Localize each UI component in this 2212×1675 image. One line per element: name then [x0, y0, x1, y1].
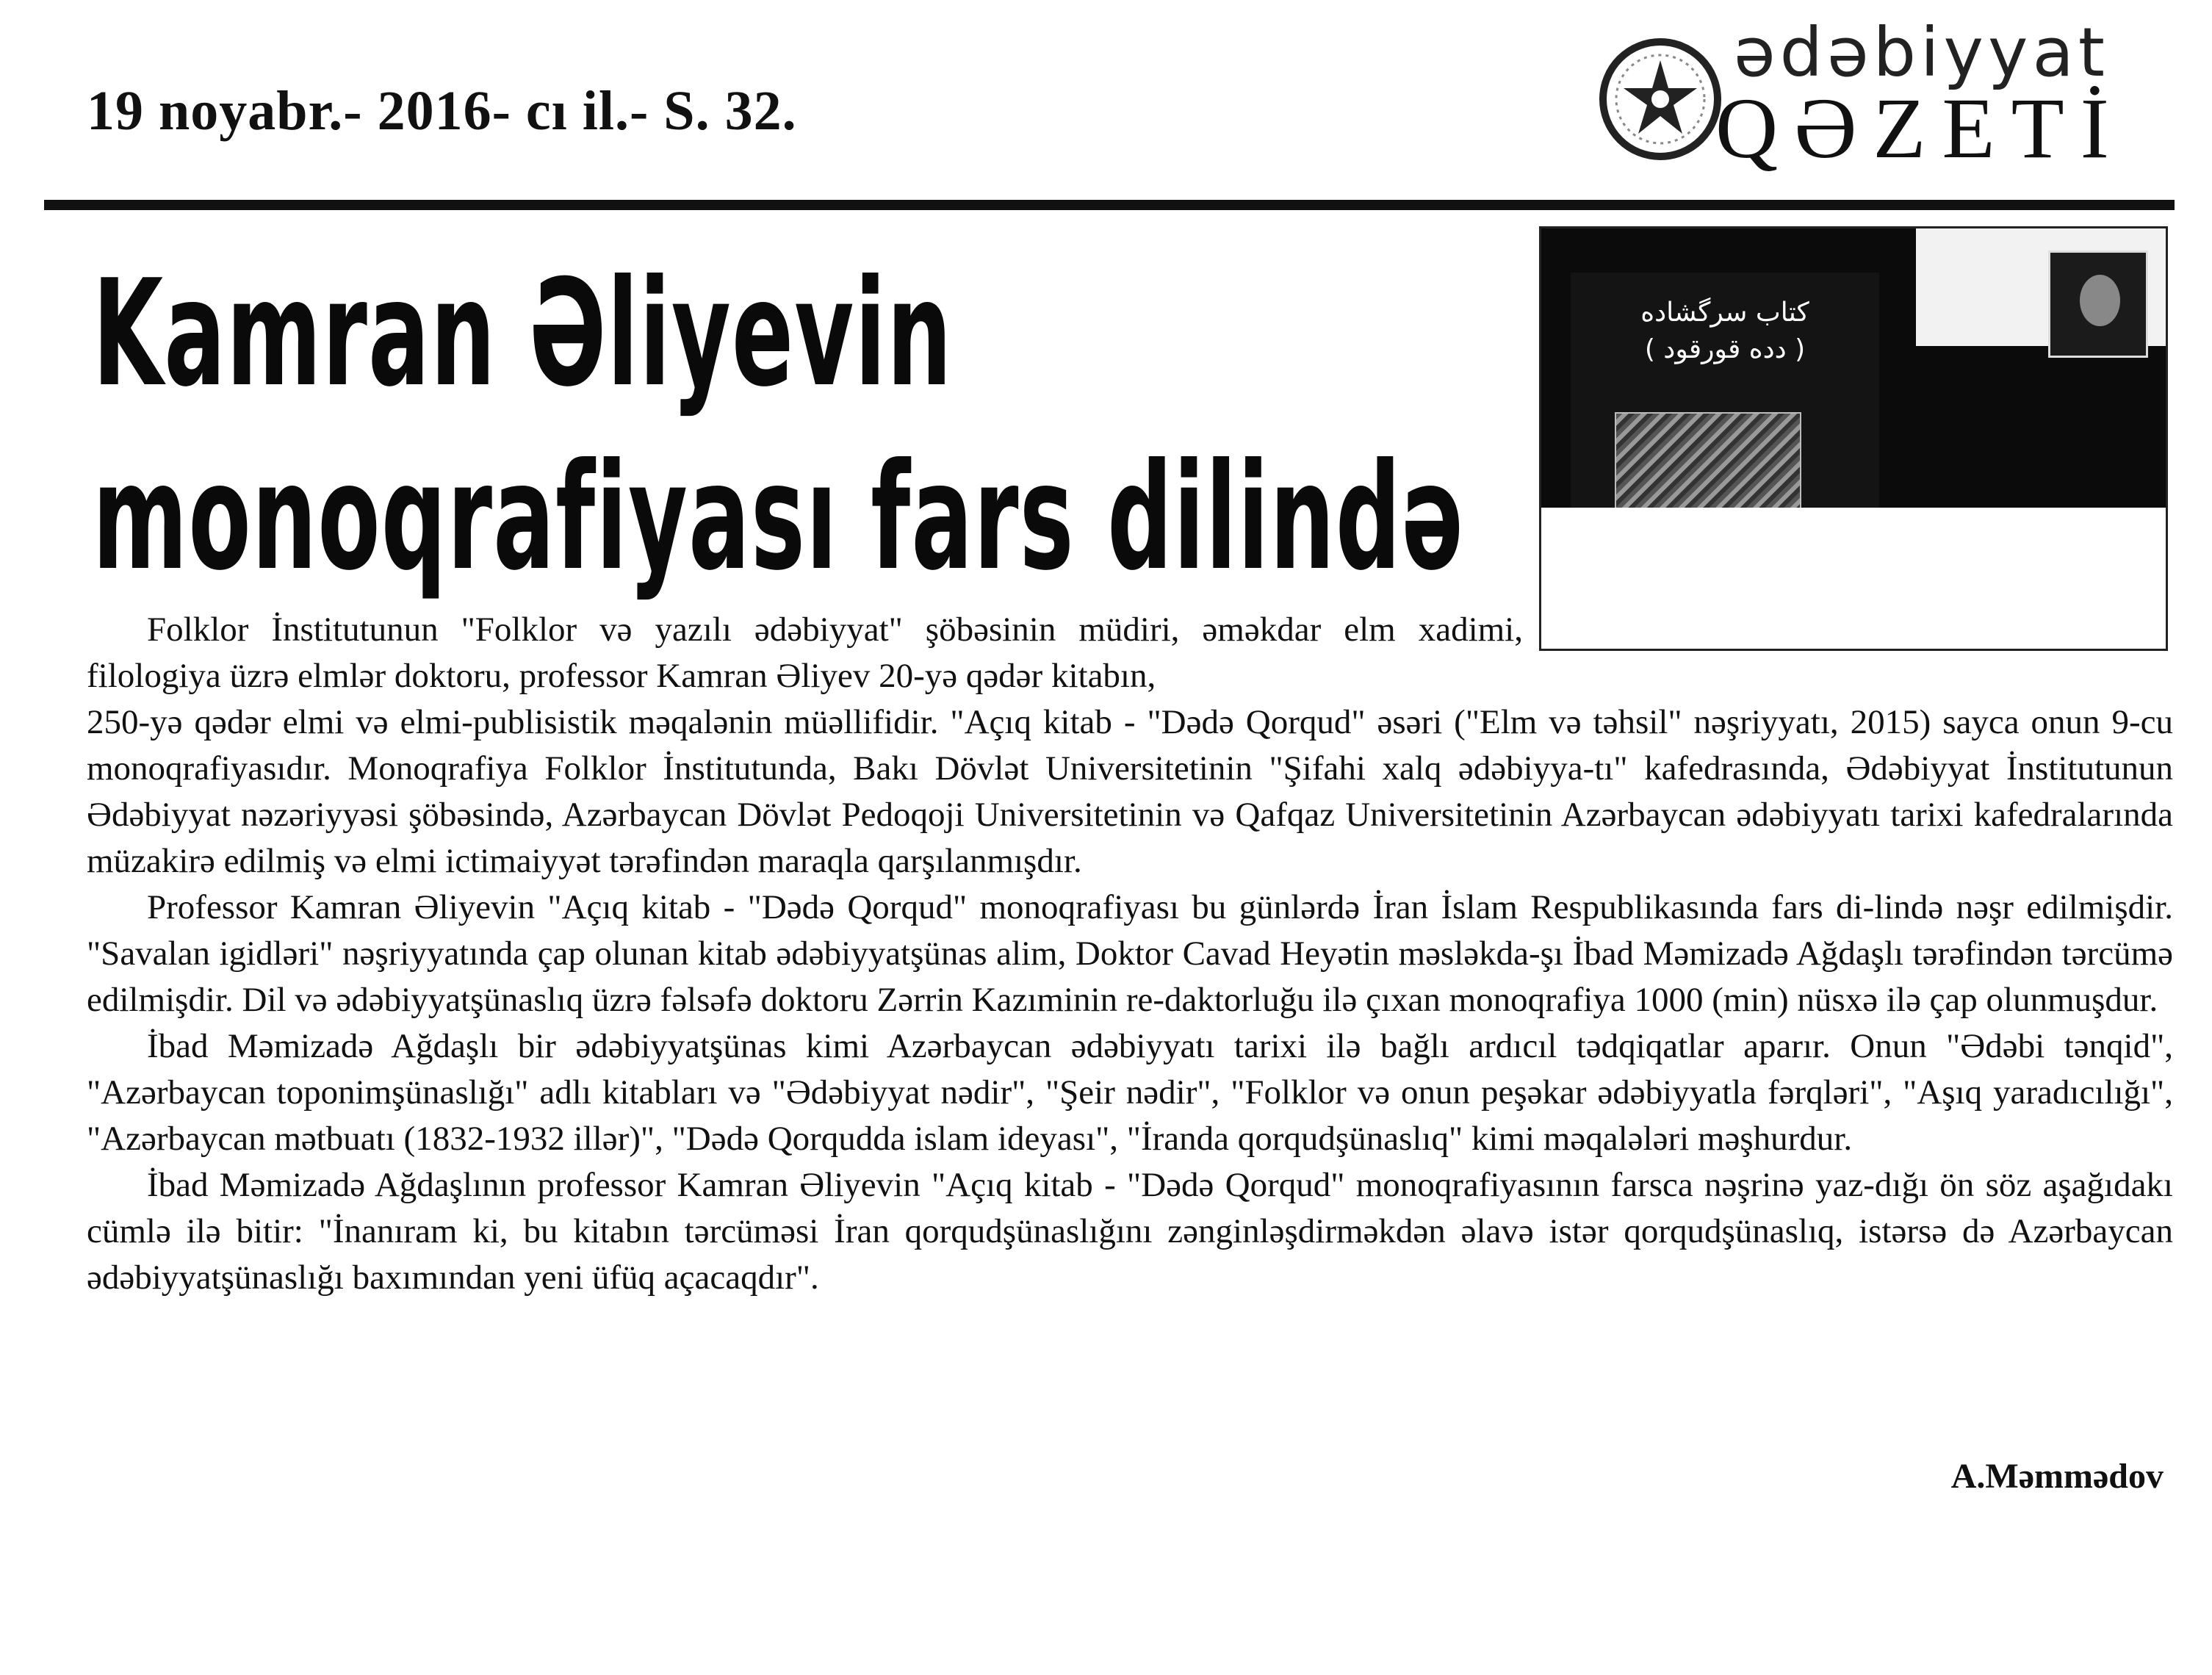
article-body	[87, 607, 2173, 1301]
cover-subtitle: ( دده قورقود )	[1644, 334, 1806, 365]
cover-title: کتاب سرگشاده	[1640, 298, 1809, 328]
paragraph-4: İbad Məmizadə Ağdaşlının professor Kamran Əliyevin "Açıq kitab - "Dədə Qorqud" monoqrafiyasının farsca nəşrinə yaz-dığı ön söz aşağıdakı cümlə ilə bitir: "İnanıram ki, bu kitabın tərcüməsi İran qorqudşünaslığını zənginləşdirməkdən əlavə istər qorqudşünaslıq, istərsə də Azərbaycan ədəbiyyatşünaslığı baxımından yeni üfüq açacaqdır".	[87, 1166, 2173, 1297]
masthead-title-top: ədəbiyyat	[1734, 13, 2109, 92]
header-rule	[44, 200, 2175, 210]
article-headline	[93, 242, 1465, 610]
book-cover-photo	[1539, 226, 2168, 651]
headline-line-1: Kamran Əliyevin	[93, 248, 953, 419]
masthead-title-bottom: QƏZETİ	[1715, 80, 2125, 176]
author-byline: A.Məmmədov	[1950, 1457, 2164, 1496]
paragraph-1-start: Folklor İnstitutunun "Folklor və yazılı ədəbiyyat" şöbəsinin müdiri, əməkdar elm xadimi, filologiya üzrə elmlər doktoru, professor Kamran Əliyev 20-yə qədər kitabın,	[87, 610, 1523, 695]
paragraph-3: İbad Məmizadə Ağdaşlı bir ədəbiyyatşünas kimi Azərbaycan ədəbiyyatı tarixi ilə bağlı ardıcıl tədqiqatlar aparır. Onun "Ədəbi tənqid", "Azərbaycan toponimşünaslığı" adlı kitabları və "Ədəbiyyat nədir", "Şeir nədir", "Folklor və onun peşəkar ədəbiyyatla fərqləri", "Aşıq yaradıcılığı", "Azərbaycan mətbuatı (1832-1932 illər)", "Dədə Qorqudda islam ideyası", "İranda qorqudşünaslıq" kimi məqalələri məşhurdur.	[87, 1027, 2173, 1158]
issue-dateline: 19 noyabr.- 2016- cı il.- S. 32.	[87, 80, 797, 142]
newspaper-masthead	[1579, 13, 2125, 184]
headline-line-2: monoqrafiyası fars dilində	[93, 432, 1465, 603]
paragraph-2: Professor Kamran Əliyevin "Açıq kitab - "Dədə Qorqud" monoqrafiyası bu günlərdə İran İslam Respublikasında fars di-lində nəşr edilmişdir. "Savalan igidləri" nəşriyyatında çap olunan kitab ədəbiyyatşünas alim, Doktor Cavad Heyətin məsləkda-şı İbad Məmizadə Ağdaşlı tərəfindən tərcümə edilmişdir. Dil və ədəbiyyatşünaslıq üzrə fəlsəfə doktoru Zərrin Kazıminin re-daktorluğu ilə çıxan monoqrafiya 1000 (min) nüsxə ilə çap olunmuşdur.	[87, 888, 2173, 1019]
paragraph-1-continued: 250-yə qədər elmi və elmi-publisistik məqalənin müəllifidir. "Açıq kitab - "Dədə Qorqud" əsəri ("Elm və təhsil" nəşriyyatı, 2015) sayca onun 9-cu monoqrafiyasıdır. Monoqrafiya Folklor İnstitutunda, Bakı Dövlət Universitetinin "Şifahi xalq ədəbiyya-tı" kafedrasında, Ədəbiyyat İnstitutunun Ədəbiyyat nəzəriyyəsi şöbəsində, Azərbaycan Dövlət Pedoqoji Universitetinin və Qafqaz Universitetinin Azərbaycan ədəbiyyatı tarixi kafedralarında müzakirə edilmiş və elmi ictimaiyyət tərəfindən maraqla qarşılanmışdır.	[87, 703, 2173, 880]
author-portrait	[2048, 251, 2148, 358]
